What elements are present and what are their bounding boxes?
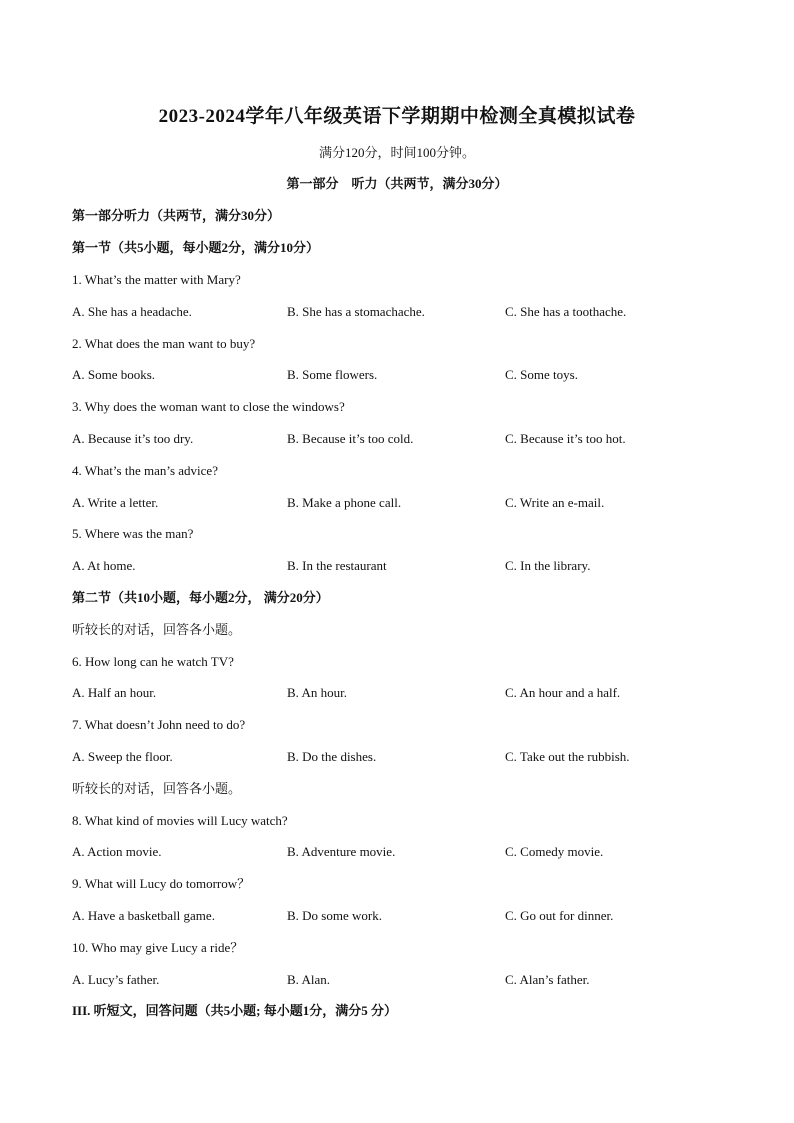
option-a: A. Because it’s too dry. [72, 431, 194, 446]
option-c: C. Write an e-mail. [505, 495, 605, 510]
option-c: C. Because it’s too hot. [505, 431, 626, 446]
option-c: C. Comedy movie. [505, 844, 604, 859]
question-text: 2. What does the man want to buy? [72, 336, 256, 351]
option-a: A. Action movie. [72, 844, 162, 859]
question-text: 3. Why does the woman want to close the windows? [72, 399, 345, 414]
option-b: B. Do the dishes. [287, 749, 377, 764]
option-c: C. Some toys. [505, 367, 578, 382]
options-row [72, 494, 722, 512]
options-row [72, 843, 722, 861]
option-a: A. Half an hour. [72, 685, 157, 700]
page-subtitle: 满分120分，时间100分钟。 [318, 145, 475, 160]
options-row [72, 748, 722, 766]
option-c: C. Alan’s father. [505, 972, 590, 987]
question-text: 1. What’s the matter with Mary? [72, 272, 241, 287]
options-row [72, 366, 722, 384]
section-instruction: 听较长的对话，回答各小题。 [72, 622, 242, 637]
option-b: B. Do some work. [287, 908, 382, 923]
options-row [72, 303, 722, 321]
options-row [72, 430, 722, 448]
option-a: A. Write a letter. [72, 495, 159, 510]
page-title: 2023-2024学年八年级英语下学期期中检测全真模拟试卷 [158, 106, 636, 127]
section-three-heading: III. 听短文，回答问题（共5小题; 每小题1分，满分5 分） [72, 1003, 398, 1018]
option-b: B. An hour. [287, 685, 347, 700]
option-c: C. In the library. [505, 558, 591, 573]
option-a: A. Some books. [72, 367, 156, 382]
part-heading: 第一部分 听力（共两节，满分30分） [286, 176, 508, 191]
question-text: 6. How long can he watch TV? [72, 654, 234, 669]
option-a: A. Lucy’s father. [72, 972, 160, 987]
option-c: C. Take out the rubbish. [505, 749, 630, 764]
option-a: A. Sweep the floor. [72, 749, 173, 764]
option-b: B. She has a stomachache. [287, 304, 425, 319]
option-b: B. Some flowers. [287, 367, 378, 382]
option-a: A. Have a basketball game. [72, 908, 215, 923]
option-b: B. In the restaurant [287, 558, 387, 573]
question-text: 4. What’s the man’s advice? [72, 463, 218, 478]
option-b: B. Adventure movie. [287, 844, 396, 859]
options-row [72, 971, 722, 989]
question-text: 9. What will Lucy do tomorrow？ [72, 876, 251, 891]
option-b: B. Make a phone call. [287, 495, 402, 510]
option-b: B. Because it’s too cold. [287, 431, 414, 446]
question-text: 8. What kind of movies will Lucy watch? [72, 813, 288, 828]
option-c: C. An hour and a half. [505, 685, 621, 700]
question-text: 7. What doesn’t John need to do? [72, 717, 246, 732]
section-one-heading: 第一部分听力（共两节，满分30分） [72, 208, 281, 223]
question-text: 10. Who may give Lucy a ride？ [72, 940, 244, 955]
option-a: A. She has a headache. [72, 304, 192, 319]
section-one-subheading: 第一节（共5小题，每小题2分，满分10分） [72, 240, 320, 255]
question-text: 5. Where was the man? [72, 526, 194, 541]
option-a: A. At home. [72, 558, 136, 573]
option-b: B. Alan. [287, 972, 330, 987]
options-row [72, 684, 722, 702]
section-instruction: 听较长的对话，回答各小题。 [72, 781, 242, 796]
option-c: C. She has a toothache. [505, 304, 627, 319]
options-row [72, 557, 722, 575]
option-c: C. Go out for dinner. [505, 908, 614, 923]
options-row [72, 907, 722, 925]
section-two-heading: 第二节（共10小题，每小题2分， 满分20分） [72, 590, 329, 605]
